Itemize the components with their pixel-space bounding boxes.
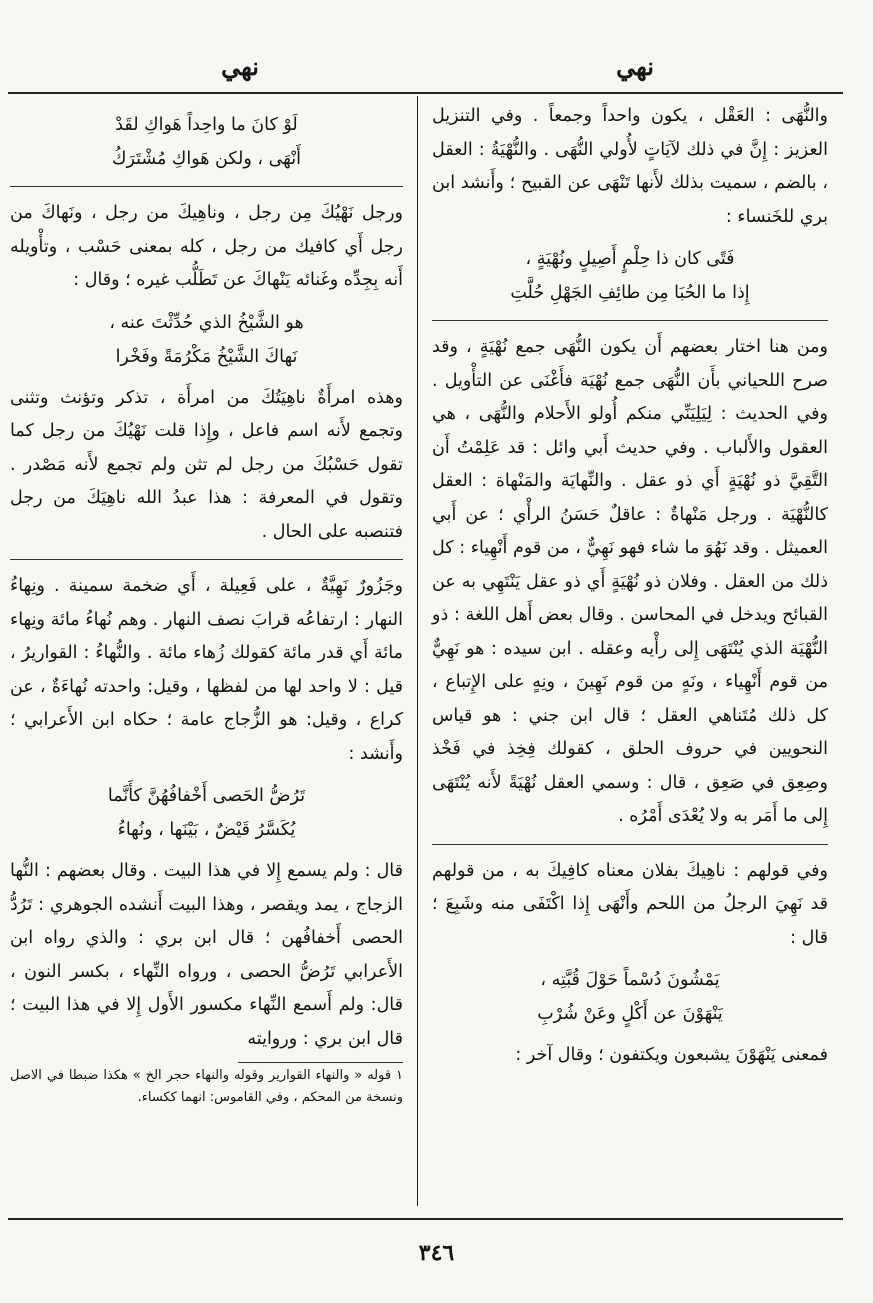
verse-line: يَمْشُونَ دُسْماً حَوْلَ قُبَّتِه ، [540,970,720,990]
verse-line: هو الشَّيْخُ الذي حُدِّثْتَ عنه ، [109,312,304,333]
verse [432,963,828,1031]
left-column [10,100,403,1113]
column-divider [417,96,418,1206]
verse-line: يَنْهَوْنَ عن أَكْلٍ وعَنْ شُرْبِ [537,1004,723,1024]
right-column [432,100,828,1077]
verse-line: إِذا ما الحُبَا مِن طائِفِ الجَهْلِ حُلَّتِ [510,283,750,303]
running-header-left: نهي [221,52,259,81]
running-header-right: نهي [616,52,654,81]
verse-line: أَنْهَى ، ولكن هَواكِ مُشْتَرَكُ [112,149,301,169]
paragraph: وفي قولهم : ناهِيكَ بفلان معناه كافِيكَ به ، من قولهم قد نَهِيَ الرجلُ من اللحم وأَنْهَى إِذا اكْتَفَى منه وشَبِعَ ؛ قال : [432,860,828,948]
footnote: ١ قوله « والنهاء القوارير وقوله والنهاء حجر الخ » هكذا ضبطا في الاصل ونسخة من المحكم ، وفي القاموس: انهما ككساء. [10,1068,403,1105]
verse [10,779,403,847]
page-number: ٣٤٦ [418,1240,455,1266]
bottom-rule [8,1218,843,1220]
verse-line: يُكَسَّرُ قَيْضٌ ، بَيْنَها ، ونُهاءُ [117,820,296,840]
verse [10,108,403,176]
paragraph: وهذه امرأَةٌ ناهِيَتُكَ من امرأَة ، تذكر وتؤنث وتثنى وتجمع لأَنه اسم فاعل ، وإِذا قلت نَهْيُكَ من رجل كما تقول حَسْبُكَ من رجل لم تثن ولم تجمع لأَنه مَصْدر . وتقول في المعرفة : هذا عبدُ الله ناهِيَكَ من رجل فتنصبه على الحال . [10,387,403,542]
verse [432,242,828,310]
footnote-rule [238,1062,403,1063]
top-rule [8,92,843,94]
paragraph: فمعنى يَنْهَوْنَ يشبعون ويكتفون ؛ وقال آخر : [515,1045,828,1065]
verse [10,306,403,374]
section-rule [432,320,828,321]
paragraph: وجَزُورٌ نَهِيَّةٌ ، على فَعِيلة ، أَي ضخمة سمينة . ونِهاءُ النهار : ارتفاعُه قرابَ نصف النهار . وهم نُهاءُ مائة ونِهاء مائة أَي قدر مائة كقولك زُهاء مائة . والنُّهاءُ : القواريرُ ، قيل : لا واحد لها من لفظها ، وقيل: واحدته نُهاءَةٌ ، عن كراع ، وقيل: هو الزُّجاج عامة ؛ حكاه ابن الأَعرابي ؛ وأَنشد : [10,576,403,764]
verse-line: لَوْ كانَ ما واحِداً هَواكِ لقَدْ [115,115,298,135]
verse-line: فَتًى كان ذا حِلْمٍ أَصِيلٍ ونُهْيَةٍ ، [525,249,735,269]
paragraph: ورجل نَهْيُكَ مِن رجل ، وناهِيكَ من رجل ، ونَهاكَ من رجل أَي كافيك من رجل ، كله بمعنى حَسْب ، وتأْويله أَنه بِجِدِّه وغَنائه يَنْهاكَ عن تَطَلُّب غيره ؛ وقال : [10,203,403,290]
paragraph: ومن هنا اختار بعضهم أَن يكون النُّهَى جمع نُهْيَةٍ ، وقد صرح اللحياني بأَن النُّهَى جمع نُهْيَة فأَغْنَى عن التأْويل . وفي الحديث : لِيَلِيَنِّي منكم أُولو الأَحلام والنُّهَى ، هي العقول والأَلباب . وفي حديث أَبي وائل : قد عَلِمْتُ أَن التَّقِيَّ ذو نُهْيَةٍ أَي ذو عقل . والنِّهايَة والمَنْهاة : العقل كالنُّهْيَة . ورجل مَنْهاةٌ : عاقلٌ حَسَنُ الرأْي ؛ عن أَبي العميثل . وقد نَهُوَ ما شاء فهو نَهِيٌّ ، من قوم أَنْهِياء : كل ذلك من العقل . وفلان ذو نُهْيَةٍ أَي ذو عقل يَنْتَهِي به عن القبائح ويدخل في المحاسن . وقال بعض أَهل اللغة : ذو النُّهْيَة الذي يُنْتَهَى إِلى رأْيه وعقله . ابن سيده : هو نَهِيٌّ من قوم أَنْهِياء ، ونَهٍ من قوم نَهِينَ ، ونِهٍ على الإِتباع ، كل ذلك مُتَناهي العقل ؛ قال ابن جني : هو قياس النحويين في حروف الحلق ، كقولك فِخِذ في فَخْذ وصِعِق في صَعِق ، قال : وسمي العقل نُهْيَةً لأَنه يُنْتَهَى إِلى ما أَمَر به ولا يُعْدَى أَمْرُه . [432,337,828,826]
section-rule [10,186,403,187]
section-rule [10,559,403,560]
paragraph: قال : ولم يسمع إِلا في هذا البيت . وقال بعضهم : النُّها الزجاج ، يمد ويقصر ، وهذا البيت أَنشده الجوهري : تَرُدُّ الحصى أَخفافُهن ؛ قال ابن بري : والذي رواه ابن الأَعرابي تَرُضُّ الحصى ، ورواه النِّهاء ، بكسر النون ، قال: ولم أَسمع النِّهاء مكسور الأَول إِلا في هذا البيت ؛ قال ابن بري : وروايته [10,861,403,1049]
section-rule [432,844,828,845]
paragraph: والنُّهَى : العَقْل ، يكون واحداً وجمعاً . وفي التنزيل العزيز : إِنَّ في ذلك لآيَاتٍ لأُولي النُّهَى . والنُّهْيَةُ : العقل ، بالضم ، سميت بذلك لأَنها تَنْهَى عن القبيح ؛ وأَنشد ابن بري للخَنساء : [432,106,828,227]
verse-line: نَهاكَ الشَّيْخُ مَكْرُمَةً وفَخْرا [115,346,298,367]
verse-line: تَرُضُّ الحَصى أَخْفافُهُنَّ كأَنَّما [107,786,306,806]
